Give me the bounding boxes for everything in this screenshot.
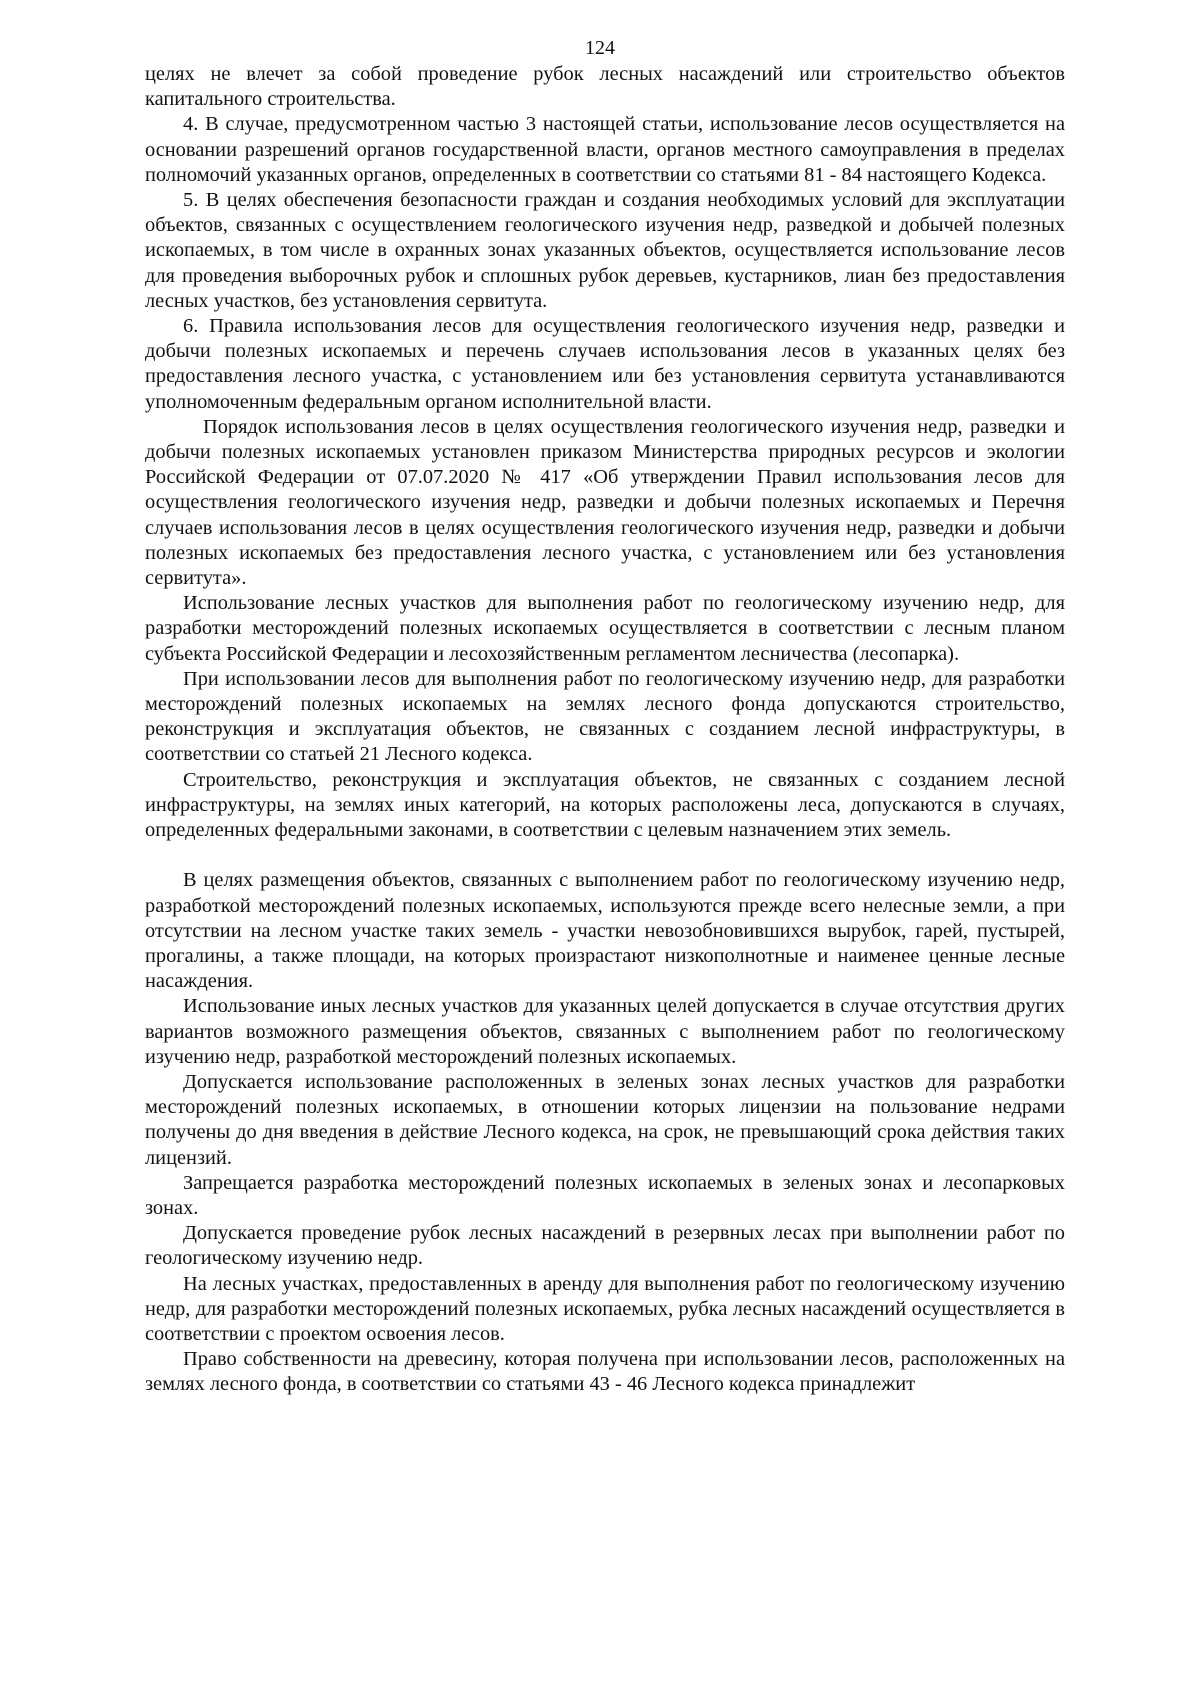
paragraph-reserve-forests: Допускается проведение рубок лесных насаждений в резервных лесах при выполнении работ по геологическому изучению недр.	[145, 1222, 1065, 1270]
paragraph-continuation: целях не влечет за собой проведение рубок лесных насаждений или строительство объектов капитального строительства.	[145, 63, 1065, 111]
paragraph-item-5: 5. В целях обеспечения безопасности граждан и создания необходимых условий для эксплуатации объектов, связанных с осуществлением геологического изучения недр, разведкой и добычей полезных ископаемых, в том числе в охранных зонах указанных объектов, осуществляется использование лесов для проведения выборочных рубок и сплошных рубок деревьев, кустарников, лиан без предоставления лесных участков, без установления сервитута.	[145, 189, 1065, 312]
paragraph-timber-ownership: Право собственности на древесину, которая получена при использовании лесов, расположенных на землях лесного фонда, в соответствии со статьями 43 - 46 Лесного кодекса принадлежит	[145, 1348, 1065, 1396]
paragraph-leased-plots: На лесных участках, предоставленных в аренду для выполнения работ по геологическому изучению недр, для разработки месторождений полезных ископаемых, рубка лесных насаждений осуществляется в соответствии с проектом освоения лесов.	[145, 1272, 1065, 1345]
paragraph-item-4: 4. В случае, предусмотренном частью 3 настоящей статьи, использование лесов осуществляется на основании разрешений органов государственной власти, органов местного самоуправления в пределах полномочий указанных органов, определенных в соответствии со статьями 81 - 84 настоящего Кодекса.	[145, 113, 1065, 186]
paragraph-other-categories: Строительство, реконструкция и эксплуатация объектов, не связанных с созданием лесной инфраструктуры, на землях иных категорий, на которых расположены леса, допускаются в случаях, определенных федеральными законами, в соответствии с целевым назначением этих земель.	[145, 768, 1065, 842]
paragraph-green-zones-prohibited: Запрещается разработка месторождений полезных ископаемых в зеленых зонах и лесопарковых зонах.	[145, 1171, 1065, 1219]
paragraph-order-procedure: Порядок использования лесов в целях осуществления геологического изучения недр, разведки и добычи полезных ископаемых установлен приказом Министерства природных ресурсов и экологии Российской Федерации от 07.07.2020 № 417 «Об утверждении Правил использования лесов для осуществления геологического изучения недр, разведки и добычи полезных ископаемых и Перечня случаев использования лесов в целях осуществления геологического изучения недр, разведки и добычи полезных ископаемых без предоставления лесного участка, с установлением или без установления сервитута».	[145, 415, 1065, 590]
paragraph-construction-allowed: При использовании лесов для выполнения работ по геологическому изучению недр, для разработки месторождений полезных ископаемых на землях лесного фонда допускаются строительство, реконструкция и эксплуатация объектов, не связанных с созданием лесной инфраструктуры, в соответствии со статьей 21 Лесного кодекса.	[145, 667, 1065, 766]
paragraph-other-plots: Использование иных лесных участков для указанных целей допускается в случае отсутствия других вариантов возможного размещения объектов, связанных с выполнением работ по геологическому изучению недр, разработкой месторождений полезных ископаемых.	[145, 995, 1065, 1068]
paragraph-forest-plots-use: Использование лесных участков для выполнения работ по геологическому изучению недр, для разработки месторождений полезных ископаемых осуществляется в соответствии с лесным планом субъекта Российской Федерации и лесохозяйственным регламентом лесничества (лесопарка).	[145, 592, 1065, 665]
page-number: 124	[585, 37, 615, 59]
paragraph-item-6: 6. Правила использования лесов для осуществления геологического изучения недр, разведки и добычи полезных ископаемых и перечень случаев использования лесов в указанных целях без предоставления лесного участка, с установлением или без установления сервитута устанавливаются уполномоченным федеральным органом исполнительной власти.	[145, 315, 1065, 413]
paragraph-green-zones-allowed: Допускается использование расположенных в зеленых зонах лесных участков для разработки месторождений полезных ископаемых, в отношении которых лицензии на пользование недрами получены до дня введения в действие Лесного кодекса, на срок, не превышающий срока действия таких лицензий.	[145, 1070, 1065, 1169]
paragraph-placement-priority: В целях размещения объектов, связанных с выполнением работ по геологическому изучению недр, разработкой месторождений полезных ископаемых, используются прежде всего нелесные земли, а при отсутствии на лесном участке таких земель - участки невозобновившихся вырубок, гарей, пустырей, прогалины, а также площади, на которых произрастают низкополнотные и наименее ценные лесные насаждения.	[145, 869, 1065, 993]
document-body	[145, 62, 1065, 1398]
